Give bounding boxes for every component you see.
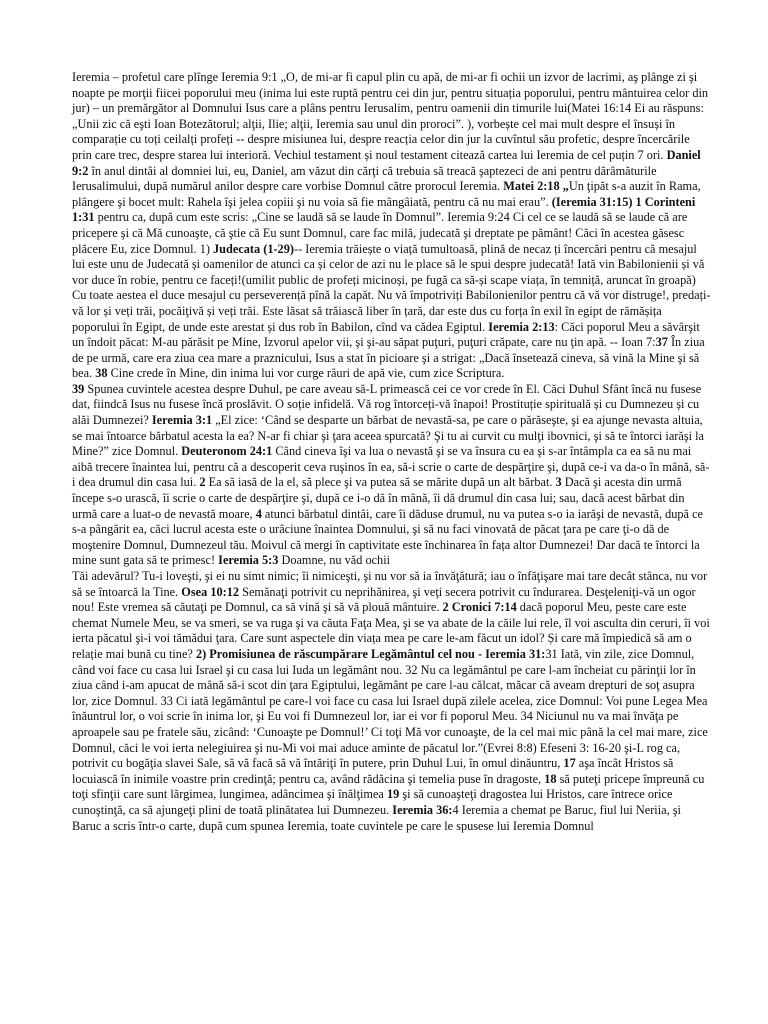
text-run: Tăi adevărul? Tu-i loveşti, şi ei nu simt nimic; îi nimiceşti, şi nu vor să ia învăţătură; iau o înfăţişare mai tare decât stânca, nu vor să se întoarcă la Tine.	[72, 569, 708, 599]
bold-reference: 37	[655, 335, 668, 350]
text-run: -- Ieremia trăiește o viață tumultoasă, plină de necaz ți încercări pentru că mesajul lui este unu de Judecată și oamenilor de atunci ca și celor de azi nu le place să le spui despre judecată! Iată vin Babilonienii și vă vor duce în robie, pentru ce faceți!(umilit public de profeți micinoși, pe fugă ca să-și scape viața, în temniță, aruncat în groapă) Cu toate aestea el duce mesajul cu perseverență pînă la capăt. Nu vă împotriviți Babilonienilor pentru că vă vor distruge!, predați-vă lor și veți trăi, pocăiţivă și veți trăi. Este lăsat să trăiască liber în țară, dar este dus cu forța în exil în egipt de rămășița poporului în Egipt, de unde este arestat și dus rob în Babilon, cînd va cădea Egiptul.	[72, 241, 711, 334]
text-run: Când cineva îşi va lua o nevastă şi se va însura cu ea şi s-ar întâmpla ca ea să nu mai aibă trecere înaintea lui, pentru că a descoperit ceva ruşinos în ea, să-i scrie o carte de despărţire şi, după ce-i va da-o în mână, să-i dea drumul din casa lui.	[72, 444, 710, 490]
document-paragraph	[72, 382, 712, 569]
document-paragraph	[72, 70, 712, 382]
bold-reference: Ieremia 3:1	[151, 413, 213, 428]
bold-reference: Osea 10:12	[181, 584, 240, 599]
bold-reference: Ieremia 36:	[392, 802, 453, 817]
bold-reference: Judecata (1-29)	[213, 241, 294, 256]
bold-reference: 2) Promisiunea de răscumpărare Legământul cel nou - Ieremia 31:	[195, 646, 546, 661]
text-run: şi să cunoaşteţi dragostea lui Hristos, care întrece orice cunoştinţă, ca să ajungeţi plini de toată plinătatea lui Dumnezeu.	[72, 787, 673, 817]
bold-reference: Matei 2:18 „	[503, 179, 569, 194]
text-run: Un ţipăt s-a auzit în Rama, plângere şi bocet mult: Rahela îşi jelea copiii şi nu voia să fie mângâiată, pentru că nu mai erau”.	[72, 179, 701, 209]
text-run: dacă poporul Meu, peste care este chemat Numele Meu, se va smeri, se va ruga şi va căuta Faţa Mea, şi se va abate de la căile lui rele, îl voi asculta din ceruri, îi voi ierta păcatul şi-i voi tămădui ţara. Care sunt aspectele din viața mea pe care le-am făcut un idol? Și care mă împiedică să am o relație mai bună cu tine?	[72, 600, 710, 661]
text-run: aşa încât Hristos să locuiască în inimile voastre prin credinţă; pentru ca, având rădăcina şi temelia puse în dragoste,	[72, 756, 674, 786]
text-run: Doamne, nu văd ochii	[278, 553, 391, 568]
text-run: Semănaţi potrivit cu neprihănirea, şi veţi secera potrivit cu îndurarea. Desţeleniţi-vă un ogor nou! Este vremea să căutaţi pe Domnul, ca să vină şi să vă plouă mântuire.	[72, 584, 696, 615]
text-run: în anul dintâi al domniei lui, eu, Daniel, am văzut din cărţi că trebuia să treacă şaptezeci de ani pentru dărâmăturile Ierusalimului, după numărul anilor despre care vorbise Domnul către prorocul Ieremia.	[72, 163, 657, 194]
bold-reference: 2 Cronici 7:14	[442, 600, 517, 615]
bold-reference: Ieremia 2:13	[488, 319, 555, 334]
text-run: pentru ca, după cum este scris: „Cine se laudă să se laude în Domnul”. Ieremia 9:24 Ci cel ce se laudă să se laude că are pricepere şi că Mă cunoaşte, că ştie că Eu sunt Domnul, care fac milă, judecată şi dreptate pe pământ! Căci în acestea găsesc plăcere Eu, zice Domnul. 1)	[72, 210, 688, 256]
bold-reference: Deuteronom 24:1	[181, 444, 273, 459]
text-run: atunci bărbatul dintâi, care îi dăduse drumul, nu va putea s-o ia iarăşi de nevastă, după ce s-a pângărit ea, căci lucrul acesta este o urâciune înaintea Domnului, şi să nu faci vinovată de păcat ţara pe care ţi-o dă de moştenire Domnul, Dumnezeul tău. Moivul că mergi în captivitate este închinarea în fața altor Dumnezei! Dar dacă te întorci la mine sunt gata să te primesc!	[72, 506, 704, 568]
bold-reference: 3	[555, 475, 562, 490]
bold-reference: 18	[544, 771, 557, 786]
text-run: să puteţi pricepe împreună cu toţi sfinţii care sunt lărgimea, lungimea, adâncimea şi înălţimea	[72, 771, 705, 802]
bold-reference: 2	[199, 475, 206, 490]
document-page	[72, 70, 712, 834]
text-run: 4 Ieremia a chemat pe Baruc, fiul lui Neriia, şi Baruc a scris într-o carte, după cum spunea Ieremia, toate cuvintele pe care le spusese lui Ieremia Domnul	[72, 802, 681, 833]
text-run: 31 Iată, vin zile, zice Domnul, când voi face cu casa lui Israel şi cu casa lui Iuda un legământ nou. 32 Nu ca legământul pe care l-am încheiat cu părinţii lor în ziua când i-am apucat de mână să-i scot din ţara Egiptului, legământ pe care l-au călcat, măcar că aveam drepturi de soţ asupra lor, zice Domnul. 33 Ci iată legământul pe care-l voi face cu casa lui Israel după zilele acelea, zice Domnul: Voi pune Legea Mea înăuntrul lor, o voi scrie în inima lor, şi Eu voi fi Dumnezeul lor, iar ei vor fi poporul Meu. 34 Niciunul nu va mai învăţa pe aproapele sau pe fratele său, zicând: ‘Cunoaşte pe Domnul!’ Ci toţi Mă vor cunoaşte, de la cel mai mic până la cel mai mare, zice Domnul, căci le voi ierta nelegiuirea şi nu-Mi voi mai aduce aminte de păcatul lor.”(Evrei 8:8) Efeseni 3: 16-20 şi-L rog ca, potrivit cu bogăţia slavei Sale, să vă facă să vă întăriţi în putere, prin Duhul Lui, în omul dinăuntru,	[72, 646, 708, 771]
bold-reference: 19	[386, 787, 400, 802]
text-run: „El zice: ‘Când se desparte un bărbat de nevastă-sa, pe care o părăseşte, şi ea ajunge nevasta altuia, se mai întoarce bărbatul acesta la ea? N-ar fi chiar şi ţara aceea spurcată? Şi tu ai curvit cu mulţi ibovnici, şi să te întorci iarăşi la Mine?” zice Domnul.	[72, 413, 704, 459]
bold-reference: 4	[255, 506, 262, 521]
bold-reference: 17	[563, 756, 576, 771]
text-run: Cine crede în Mine, din inima lui vor curge râuri de apă vie, cum zice Scriptura.	[107, 366, 505, 381]
text-run: Ea să iasă de la el, să plece şi va putea să se mărite după un alt bărbat.	[205, 475, 556, 490]
bold-reference: Daniel 9:2	[72, 147, 701, 178]
bold-reference: 38	[95, 366, 108, 381]
bold-reference: (Ieremia 31:15) 1 Corinteni 1:31	[72, 194, 696, 225]
text-run: Dacă şi acesta din urmă începe s-o urască, îi scrie o carte de despărţire şi, după ce i-o dă în mână, îi dă drumul din casa lui; sau, dacă acest bărbat din urmă care a luat-o de nevastă moare,	[72, 475, 685, 521]
text-run: În ziua de pe urmă, care era ziua cea mare a praznicului, Isus a stat în picioare şi a strigat: „Dacă însetează cineva, să vină la Mine şi să bea.	[72, 335, 705, 381]
text-run: Spunea cuvintele acestea despre Duhul, pe care aveau să-L primească cei ce vor crede în El. Căci Duhul Sfânt încă nu fusese dat, fiindcă Isus nu fusese încă proslăvit. O soție infidelă. Vă rog întorceți-vă înapoi! Prostituție spirituală și cu Dumnezeu și cu alăi Dumnezei?	[72, 381, 702, 428]
bold-reference: Ieremia 5:3	[218, 553, 279, 568]
text-run: : Căci poporul Meu a săvârşit un îndoit păcat: M-au părăsit pe Mine, Izvorul apelor vii, şi şi-au săpat puţuri, puţuri crăpate, care nu ţin apă. -- Ioan 7:	[72, 319, 700, 350]
text-run: Ieremia – profetul care plînge Ieremia 9:1 „O, de mi-ar fi capul plin cu apă, de mi-ar fi ochii un izvor de lacrimi, aş plânge zi şi noapte pe morţii fiicei poporului meu (inima lui este ruptă pentru cei din jur, pentru situația poporului, pentru mântuirea celor din jur) – un premărgător al Domnului Isus care a plâns pentru Ierusalim, pentru oamenii din timurile lui(Matei 16:14 Ei au răspuns: „Unii zic că eşti Ioan Botezătorul; alţii, Ilie; alţii, Ieremia sau unul din proroci”. ), vorbește cel mai mult despre el însuși în comparație cu toți ceilalți profeți -- despre misiunea lui, despre reacția celor din jur la cuvîntul său profetic, despre încercările prin care trec, despre starea lui interioră. Vechiul testament și noul testament citează cartea lui Ieremia de cel puțin 7 ori.	[72, 70, 709, 162]
document-paragraph	[72, 569, 712, 834]
bold-reference: 39	[72, 381, 85, 396]
